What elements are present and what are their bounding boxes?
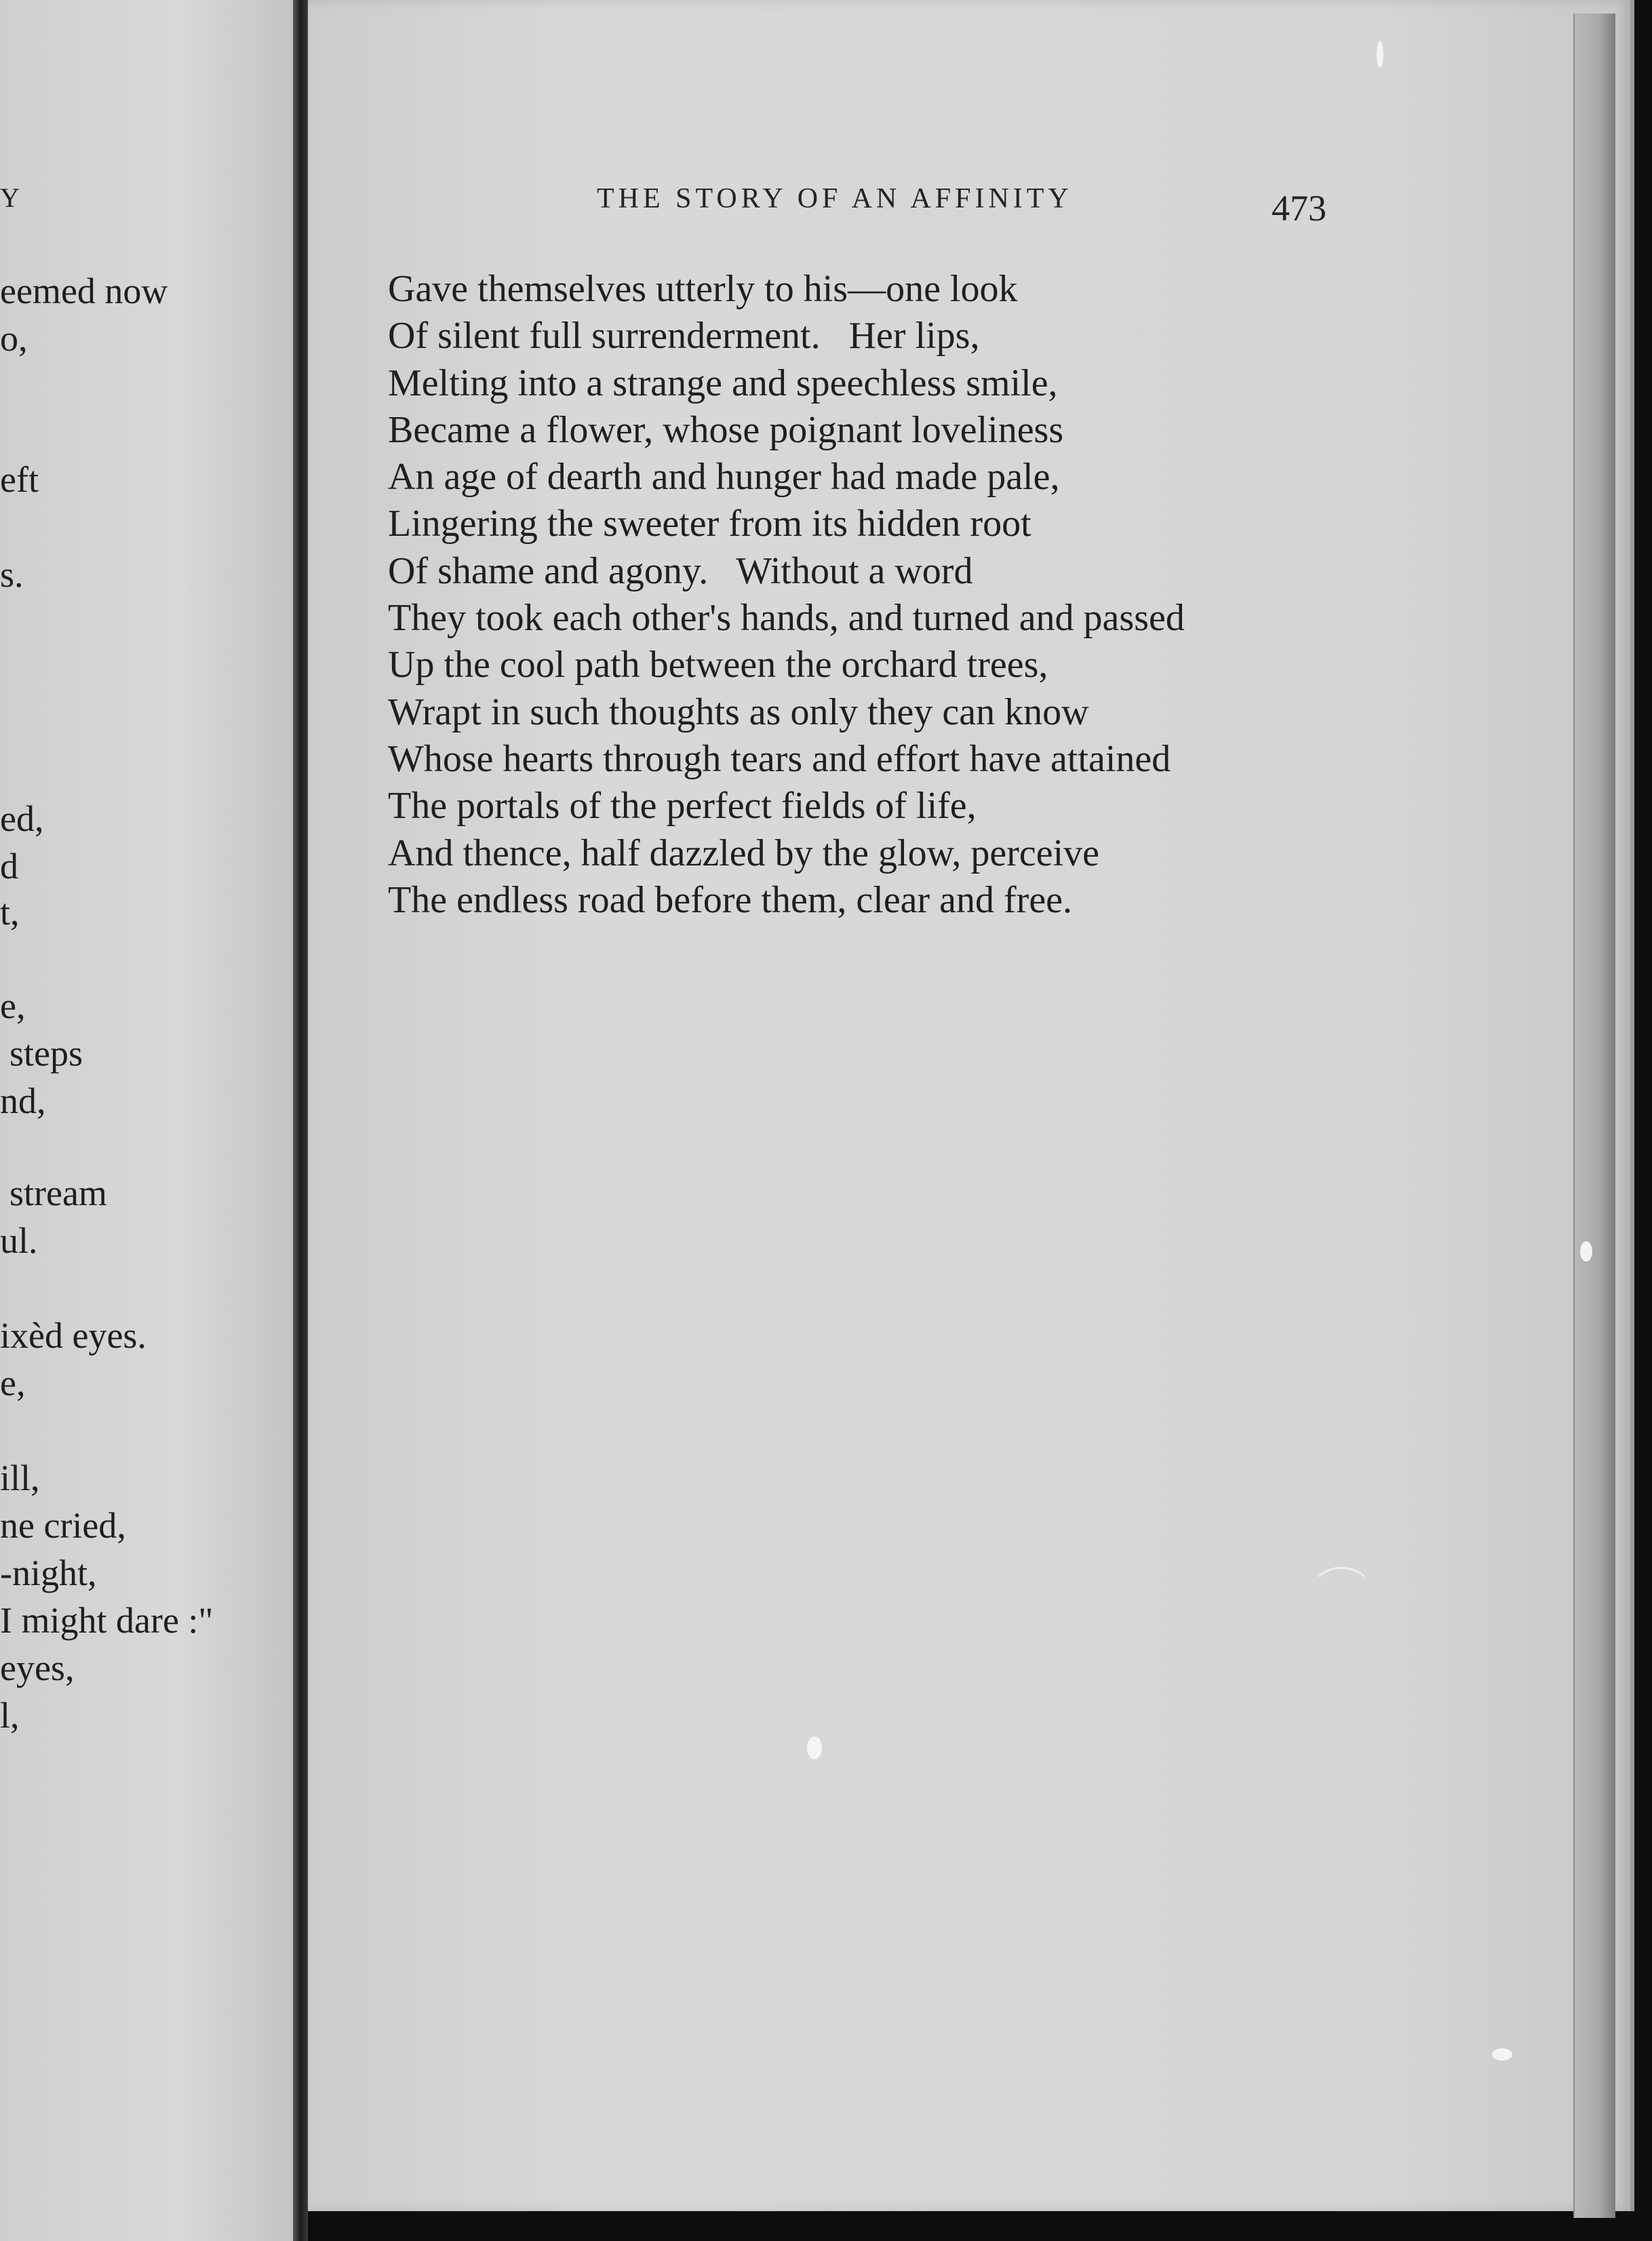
- poem-line: Lingering the sweeter from its hidden root: [388, 503, 1031, 545]
- left-text-fragment: eft: [0, 459, 39, 500]
- left-text-fragment: ill,: [0, 1458, 40, 1498]
- poem-line: Became a flower, whose poignant loveliness: [388, 408, 1064, 451]
- left-text-fragment: d: [0, 846, 18, 886]
- running-head: THE STORY OF AN AFFINITY: [597, 183, 1073, 214]
- dust-speck: [807, 1736, 822, 1759]
- book-gutter-shadow: [293, 0, 308, 2241]
- poem-line: Whose hearts through tears and effort have attained: [388, 737, 1171, 780]
- left-text-fragment: ul.: [0, 1220, 38, 1261]
- dust-speck: [1377, 41, 1383, 68]
- left-text-fragment: eyes,: [0, 1648, 75, 1688]
- poem-line: Of silent full surrenderment. Her lips,: [388, 315, 980, 357]
- poem-line: The endless road before them, clear and free.: [388, 878, 1073, 921]
- left-text-fragment: -night,: [0, 1553, 97, 1593]
- left-text-fragment: t,: [0, 892, 20, 933]
- poem-line: Wrapt in such thoughts as only they can know: [388, 690, 1089, 733]
- poem-line: Of shame and agony. Without a word: [388, 549, 973, 592]
- left-text-fragment: ed,: [0, 798, 44, 839]
- dust-speck: [1580, 1241, 1592, 1262]
- poem-line: An age of dearth and hunger had made pale,: [388, 456, 1060, 499]
- poem-line: Gave themselves utterly to his—one look: [388, 268, 1018, 310]
- left-text-fragment: nd,: [0, 1080, 46, 1121]
- left-text-fragment: stream: [9, 1173, 107, 1213]
- left-text-fragment: eemed now: [0, 271, 168, 311]
- left-text-fragment: l,: [0, 1695, 20, 1736]
- poem-line: And thence, half dazzled by the glow, perceive: [388, 832, 1100, 874]
- poem-line: The portals of the perfect fields of life,: [388, 785, 977, 827]
- dust-speck: [1492, 2048, 1512, 2061]
- scratch-mark: [1309, 1567, 1374, 1625]
- page-number: 473: [1272, 188, 1326, 229]
- page-edge-strip: [1573, 14, 1615, 2218]
- left-text-fragment: ixèd eyes.: [0, 1315, 146, 1356]
- poem-text-block: [388, 266, 1185, 924]
- left-text-fragment: e,: [0, 1363, 26, 1403]
- left-page-fragment: [0, 0, 293, 2241]
- left-text-fragment: I might dare :": [0, 1600, 214, 1641]
- left-running-head-fragment: Y: [0, 182, 24, 213]
- poem-line: They took each other's hands, and turned and passed: [388, 597, 1185, 640]
- left-text-fragment: e,: [0, 986, 26, 1026]
- left-text-fragment: steps: [9, 1033, 83, 1074]
- poem-line: Melting into a strange and speechless smile,: [388, 362, 1058, 404]
- left-text-fragment: ne cried,: [0, 1505, 126, 1546]
- left-text-fragment: s.: [0, 554, 24, 595]
- poem-line: Up the cool path between the orchard trees,: [388, 644, 1048, 686]
- left-text-fragment: o,: [0, 318, 28, 359]
